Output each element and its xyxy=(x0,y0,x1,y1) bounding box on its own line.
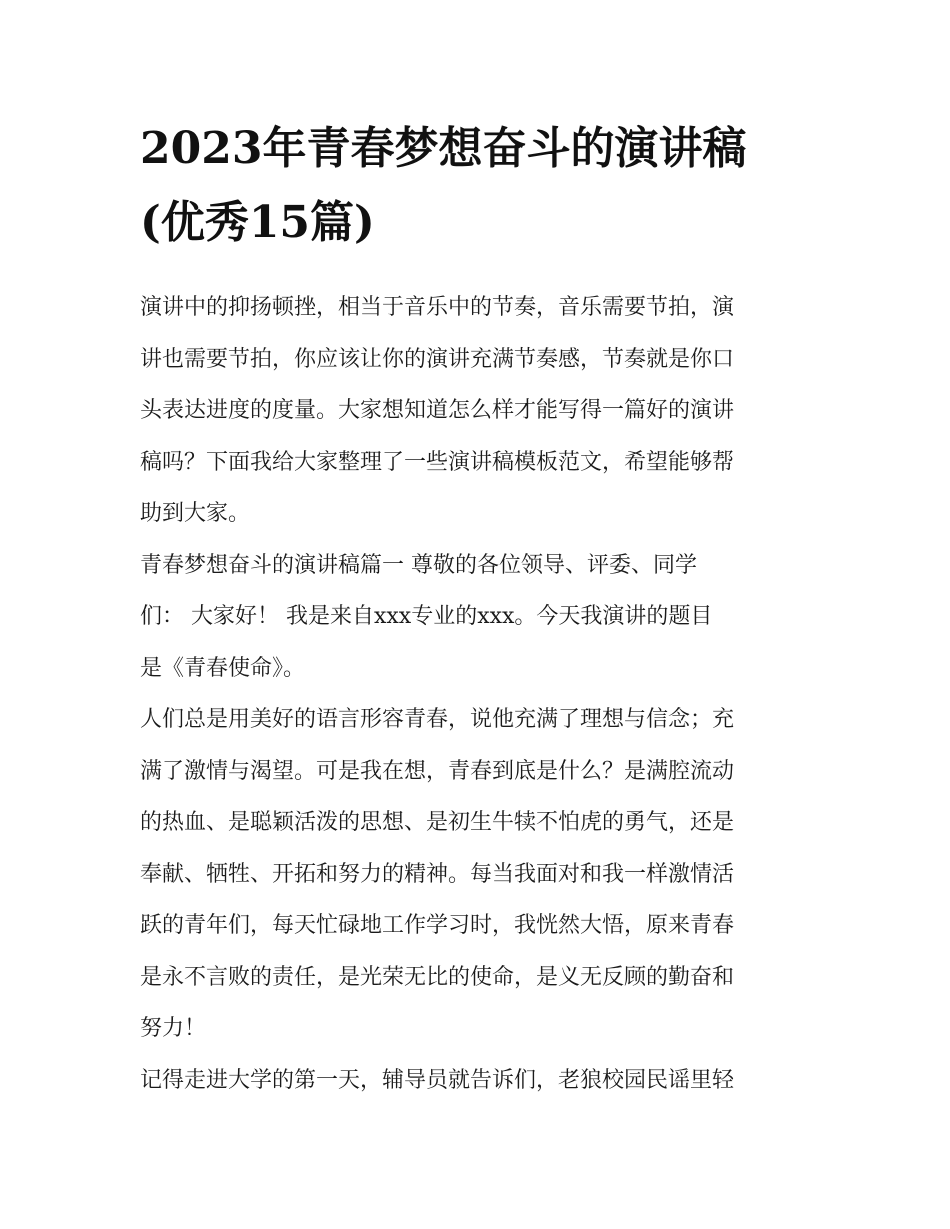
title-line: (优秀15篇) xyxy=(140,197,375,248)
document-content xyxy=(140,112,820,1106)
title-line: 2023年青春梦想奋斗的演讲稿 xyxy=(140,123,747,174)
paragraph-youth-meaning xyxy=(140,694,820,1055)
paragraph-intro xyxy=(140,282,820,540)
text-line: 青春梦想奋斗的演讲稿篇一 尊敬的各位领导、评委、同学 xyxy=(140,552,697,578)
text-line: 人们总是用美好的语言形容青春，说他充满了理想与信念；充 xyxy=(140,707,735,732)
text-line: 记得走进大学的第一天，辅导员就告诉们，老狼校园民谣里轻 xyxy=(140,1067,735,1093)
text-line: 努力！ xyxy=(140,1016,207,1041)
text-line: 奉献、牺牲、开拓和努力的精神。每当我面对和我一样激情活 xyxy=(140,861,735,887)
document-title xyxy=(140,112,820,260)
document-body xyxy=(140,282,820,1106)
text-line: 是《青春使命》。 xyxy=(140,655,306,681)
text-line: 的热血、是聪颖活泼的思想、是初生牛犊不怕虎的勇气，还是 xyxy=(140,810,735,835)
text-line: 满了激情与渴望。可是我在想，青春到底是什么？是满腔流动 xyxy=(140,758,735,784)
text-line: 头表达进度的度量。大家想知道怎么样才能写得一篇好的演讲 xyxy=(140,398,735,423)
text-line: 是永不言败的责任，是光荣无比的使命，是义无反顾的勤奋和 xyxy=(140,964,735,990)
text-line: 讲也需要节拍，你应该让你的演讲充满节奏感，节奏就是你口 xyxy=(140,346,735,372)
paragraph-speech-opening xyxy=(140,540,820,695)
text-line: 演讲中的抑扬顿挫，相当于音乐中的节奏，音乐需要节拍，演 xyxy=(140,295,735,320)
paragraph-first-day xyxy=(140,1055,820,1107)
text-line: 助到大家。 xyxy=(140,501,251,526)
text-line: 们： 大家好！ 我是来自xxx专业的xxx。今天我演讲的题目 xyxy=(140,604,713,629)
text-line: 跃的青年们，每天忙碌地工作学习时，我恍然大悟，原来青春 xyxy=(140,913,735,938)
text-line: 稿吗？下面我给大家整理了一些演讲稿模板范文，希望能够帮 xyxy=(140,449,735,475)
